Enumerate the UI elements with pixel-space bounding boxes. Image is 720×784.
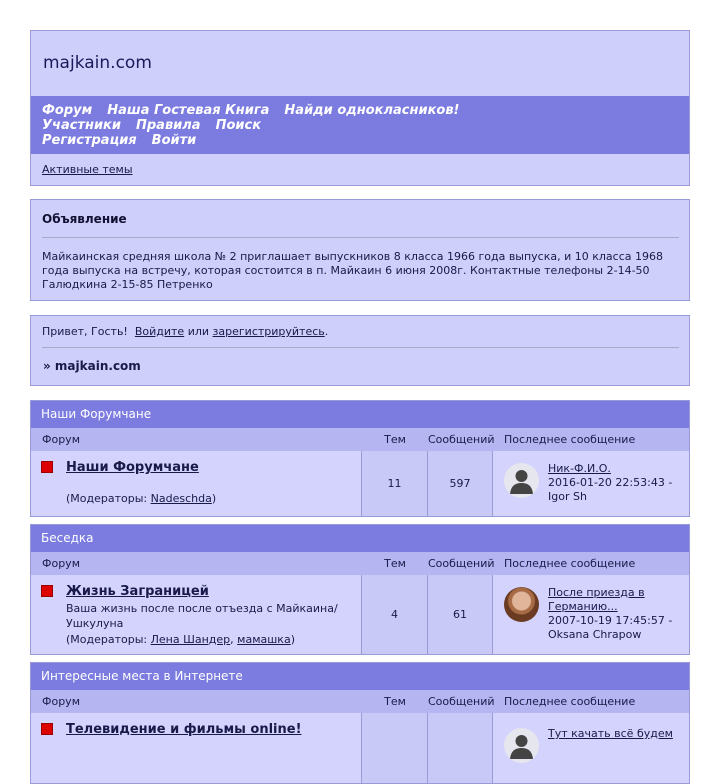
divider xyxy=(42,237,679,238)
nav-forum[interactable]: Форум xyxy=(42,103,93,118)
nav-find-classmates[interactable]: Найди однокласников! xyxy=(284,103,460,118)
forum-status-icon xyxy=(41,723,53,735)
forum-status-icon xyxy=(41,461,53,473)
last-post-link[interactable]: Тут качать всё будем xyxy=(548,727,673,740)
moderator-link[interactable]: мамашка xyxy=(237,633,291,646)
category-title[interactable]: Наши Форумчане xyxy=(31,401,689,428)
category-besedka xyxy=(30,524,690,655)
column-headers xyxy=(31,690,689,713)
col-last: Последнее сообщение xyxy=(504,433,636,446)
forum-status-icon xyxy=(41,585,53,597)
last-post-info xyxy=(548,586,683,642)
moderators xyxy=(66,492,355,505)
posts-count: 61 xyxy=(428,575,493,654)
nav-members[interactable]: Участники xyxy=(42,118,121,133)
page xyxy=(30,30,690,784)
forum-title-link[interactable]: Жизнь Заграницей xyxy=(66,584,209,599)
announcement-title: Объявление xyxy=(42,212,127,226)
nav-guestbook[interactable]: Наша Гостевая Книга xyxy=(107,103,270,118)
greeting-hello: Привет, Гость! xyxy=(42,325,128,338)
col-last: Последнее сообщение xyxy=(504,695,636,708)
default-avatar-icon xyxy=(504,728,539,763)
moderator-link[interactable]: Лена Шандер xyxy=(150,633,231,646)
nav-register[interactable]: Регистрация xyxy=(42,133,137,148)
topics-count: 4 xyxy=(362,575,428,654)
last-post-date: 2007-10-19 17:45:57 - xyxy=(548,614,673,627)
category-nashi-forumchane xyxy=(30,400,690,517)
moderators xyxy=(66,633,355,646)
mod-suffix: ) xyxy=(290,633,295,646)
col-forum: Форум xyxy=(42,557,80,570)
default-avatar-icon xyxy=(504,463,539,498)
column-headers xyxy=(31,552,689,575)
last-post-user: Igor Sh xyxy=(548,490,587,503)
greeting-line xyxy=(42,325,679,338)
register-link[interactable]: зарегистрируйтесь xyxy=(212,325,325,338)
greeting-dot: . xyxy=(324,325,329,338)
forum-cell xyxy=(31,575,362,654)
site-title: majkain.com xyxy=(43,53,152,73)
greeting-or: или xyxy=(187,325,210,338)
forum-row xyxy=(31,451,689,516)
col-topics: Тем xyxy=(384,557,406,570)
last-post-info xyxy=(548,462,672,504)
forum-title-link[interactable]: Наши Форумчане xyxy=(66,460,199,475)
topics-count xyxy=(362,713,428,783)
user-photo-avatar xyxy=(504,587,539,622)
column-headers xyxy=(31,428,689,451)
last-post-cell xyxy=(493,451,689,516)
last-post-link[interactable]: После приезда в Германию... xyxy=(548,586,645,613)
category-internet-places xyxy=(30,662,690,784)
last-post-info xyxy=(548,727,673,741)
last-post-cell xyxy=(493,713,689,783)
col-topics: Тем xyxy=(384,695,406,708)
login-link[interactable]: Войдите xyxy=(134,325,185,338)
forum-description: Ваша жизнь после после отъезда с Майкаина/ Ушкулуна xyxy=(66,602,338,630)
last-post-date: 2016-01-20 22:53:43 - xyxy=(548,476,673,489)
divider xyxy=(42,347,679,348)
announcement-text: Майкаинская средняя школа № 2 приглашает выпускников 8 класса 1966 года выпуска, и 10 класса 1968 года выпуска на встречу, которая состоится в п. Майкаин 6 июня 2008г. Контактные телефоны 2-14-50 Галюдкина 2-15-85 Петренко xyxy=(42,250,663,291)
col-posts: Сообщений xyxy=(428,695,495,708)
active-topics-bar xyxy=(31,154,689,185)
active-topics-link[interactable]: Активные темы xyxy=(42,163,133,176)
mod-prefix: (Модераторы: xyxy=(66,633,148,646)
mod-suffix: ) xyxy=(211,492,217,505)
forum-cell xyxy=(31,713,362,783)
header xyxy=(30,30,690,186)
last-post-cell xyxy=(493,575,689,654)
topics-count: 11 xyxy=(362,451,428,516)
nav-search[interactable]: Поиск xyxy=(215,118,262,133)
forum-row xyxy=(31,575,689,654)
col-forum: Форум xyxy=(42,433,80,446)
col-posts: Сообщений xyxy=(428,557,495,570)
moderator-link[interactable]: Nadeschda xyxy=(150,492,212,505)
mod-prefix: (Модераторы: xyxy=(66,492,148,505)
posts-count: 597 xyxy=(428,451,493,516)
forum-cell xyxy=(31,451,362,516)
forum-row xyxy=(31,713,689,783)
forum-title-link[interactable]: Телевидение и фильмы online! xyxy=(66,722,302,737)
col-topics: Тем xyxy=(384,433,406,446)
nav-login[interactable]: Войти xyxy=(151,133,197,148)
greeting-box xyxy=(30,315,690,386)
col-last: Последнее сообщение xyxy=(504,557,636,570)
col-forum: Форум xyxy=(42,695,80,708)
last-post-user: Oksana Chrapow xyxy=(548,628,642,641)
announcement-box xyxy=(30,199,690,301)
last-post-link[interactable]: Ник-Ф.И.О. xyxy=(548,462,611,475)
breadcrumb[interactable]: » majkain.com xyxy=(43,359,141,373)
mod-separator: , xyxy=(230,633,234,646)
col-posts: Сообщений xyxy=(428,433,495,446)
nav-rules[interactable]: Правила xyxy=(135,118,201,133)
main-nav xyxy=(31,96,689,154)
category-title[interactable]: Беседка xyxy=(31,525,689,552)
posts-count xyxy=(428,713,493,783)
category-title[interactable]: Интересные места в Интернете xyxy=(31,663,689,690)
